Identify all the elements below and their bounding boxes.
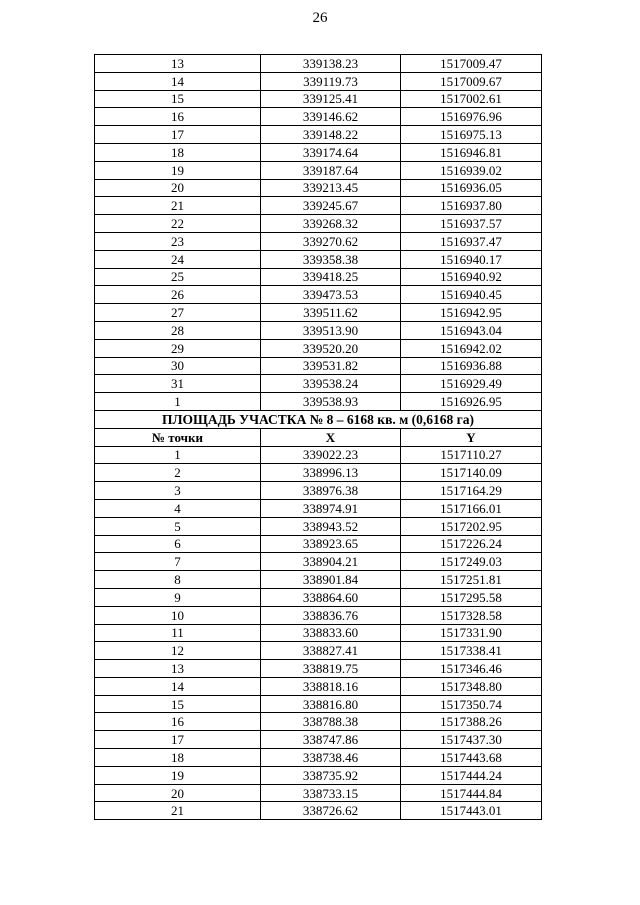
x-coordinate-cell: 338738.46 [261,749,401,767]
table-row [95,677,542,695]
y-coordinate-cell: 1517338.41 [401,642,542,660]
table-row [95,784,542,802]
x-coordinate-cell: 339148.22 [261,126,401,144]
x-coordinate-cell: 338819.75 [261,660,401,678]
y-coordinate-cell: 1516946.81 [401,143,542,161]
y-coordinate-cell: 1516937.80 [401,197,542,215]
point-number-cell: 14 [95,677,261,695]
y-coordinate-cell: 1516976.96 [401,108,542,126]
table-row [95,268,542,286]
y-coordinate-cell: 1517002.61 [401,90,542,108]
point-number-cell: 11 [95,624,261,642]
table-row [95,695,542,713]
x-coordinate-cell: 339187.64 [261,161,401,179]
x-coordinate-cell: 338923.65 [261,535,401,553]
table-row [95,286,542,304]
x-coordinate-cell: 339358.38 [261,250,401,268]
table-row [95,250,542,268]
table-row [95,232,542,250]
y-coordinate-cell: 1516943.04 [401,321,542,339]
point-number-cell: 2 [95,464,261,482]
y-coordinate-cell: 1516942.02 [401,339,542,357]
point-number-cell: 22 [95,215,261,233]
point-number-cell: 15 [95,90,261,108]
x-coordinate-cell: 338901.84 [261,571,401,589]
x-coordinate-cell: 338996.13 [261,464,401,482]
point-number-cell: 7 [95,553,261,571]
y-coordinate-cell: 1517437.30 [401,731,542,749]
y-coordinate-cell: 1516940.92 [401,268,542,286]
table-row [95,179,542,197]
table-row [95,357,542,375]
point-number-cell: 10 [95,606,261,624]
table-row [95,55,542,73]
point-number-cell: 13 [95,55,261,73]
x-coordinate-cell: 339146.62 [261,108,401,126]
y-coordinate-cell: 1517348.80 [401,677,542,695]
y-coordinate-cell: 1517249.03 [401,553,542,571]
point-number-cell: 14 [95,72,261,90]
y-coordinate-cell: 1517331.90 [401,624,542,642]
table-row [95,375,542,393]
table-row [95,321,542,339]
y-coordinate-cell: 1516937.47 [401,232,542,250]
column-header-y: Y [401,428,542,446]
table-row [95,393,542,411]
point-number-cell: 26 [95,286,261,304]
table-row [95,143,542,161]
table-row [95,553,542,571]
x-coordinate-cell: 338726.62 [261,802,401,820]
point-number-cell: 8 [95,571,261,589]
x-coordinate-cell: 339213.45 [261,179,401,197]
y-coordinate-cell: 1517202.95 [401,517,542,535]
table-row [95,72,542,90]
x-coordinate-cell: 339538.24 [261,375,401,393]
point-number-cell: 19 [95,161,261,179]
point-number-cell: 19 [95,766,261,784]
point-number-cell: 16 [95,108,261,126]
x-coordinate-cell: 339270.62 [261,232,401,250]
y-coordinate-cell: 1517140.09 [401,464,542,482]
point-number-cell: 30 [95,357,261,375]
x-coordinate-cell: 339531.82 [261,357,401,375]
x-coordinate-cell: 339473.53 [261,286,401,304]
y-coordinate-cell: 1516975.13 [401,126,542,144]
point-number-cell: 6 [95,535,261,553]
table-row [95,660,542,678]
x-coordinate-cell: 339125.41 [261,90,401,108]
table-row [95,749,542,767]
column-header-row [95,428,542,446]
x-coordinate-cell: 339022.23 [261,446,401,464]
y-coordinate-cell: 1516942.95 [401,304,542,322]
y-coordinate-cell: 1517346.46 [401,660,542,678]
table-row [95,606,542,624]
table-row [95,642,542,660]
y-coordinate-cell: 1516939.02 [401,161,542,179]
y-coordinate-cell: 1517443.01 [401,802,542,820]
point-number-cell: 1 [95,446,261,464]
y-coordinate-cell: 1516937.57 [401,215,542,233]
section-title-row [95,410,542,428]
y-coordinate-cell: 1516940.45 [401,286,542,304]
point-number-cell: 15 [95,695,261,713]
point-number-cell: 23 [95,232,261,250]
point-number-cell: 3 [95,482,261,500]
point-number-cell: 9 [95,588,261,606]
x-coordinate-cell: 339119.73 [261,72,401,90]
x-coordinate-cell: 338904.21 [261,553,401,571]
table-row [95,588,542,606]
page-number: 26 [312,10,328,26]
table-row [95,161,542,179]
column-header-x: X [261,428,401,446]
table-row [95,766,542,784]
point-number-cell: 24 [95,250,261,268]
x-coordinate-cell: 338833.60 [261,624,401,642]
y-coordinate-cell: 1517443.68 [401,749,542,767]
table-row [95,535,542,553]
x-coordinate-cell: 338735.92 [261,766,401,784]
table-row [95,339,542,357]
y-coordinate-cell: 1517328.58 [401,606,542,624]
y-coordinate-cell: 1517295.58 [401,588,542,606]
x-coordinate-cell: 338818.16 [261,677,401,695]
point-number-cell: 17 [95,126,261,144]
point-number-cell: 12 [95,642,261,660]
y-coordinate-cell: 1516940.17 [401,250,542,268]
table-row [95,464,542,482]
table-row [95,713,542,731]
table-row [95,90,542,108]
table-row [95,126,542,144]
y-coordinate-cell: 1517388.26 [401,713,542,731]
point-number-cell: 20 [95,179,261,197]
y-coordinate-cell: 1517251.81 [401,571,542,589]
point-number-cell: 27 [95,304,261,322]
point-number-cell: 1 [95,393,261,411]
y-coordinate-cell: 1517009.67 [401,72,542,90]
x-coordinate-cell: 339268.32 [261,215,401,233]
point-number-cell: 20 [95,784,261,802]
continuation-rows [95,55,542,411]
point-number-cell: 21 [95,197,261,215]
y-coordinate-cell: 1516929.49 [401,375,542,393]
table-row [95,108,542,126]
x-coordinate-cell: 339520.20 [261,339,401,357]
section-rows [95,446,542,820]
y-coordinate-cell: 1516936.05 [401,179,542,197]
x-coordinate-cell: 338816.80 [261,695,401,713]
x-coordinate-cell: 338836.76 [261,606,401,624]
point-number-cell: 18 [95,749,261,767]
y-coordinate-cell: 1517166.01 [401,499,542,517]
point-number-cell: 29 [95,339,261,357]
x-coordinate-cell: 339245.67 [261,197,401,215]
section-header [95,410,542,446]
y-coordinate-cell: 1516926.95 [401,393,542,411]
table-row [95,197,542,215]
x-coordinate-cell: 338733.15 [261,784,401,802]
y-coordinate-cell: 1517226.24 [401,535,542,553]
point-number-cell: 16 [95,713,261,731]
table-row [95,304,542,322]
point-number-cell: 21 [95,802,261,820]
table-row [95,482,542,500]
y-coordinate-cell: 1516936.88 [401,357,542,375]
x-coordinate-cell: 338974.91 [261,499,401,517]
x-coordinate-cell: 338864.60 [261,588,401,606]
column-header-point: № точки [95,428,261,446]
x-coordinate-cell: 339138.23 [261,55,401,73]
y-coordinate-cell: 1517444.84 [401,784,542,802]
x-coordinate-cell: 339538.93 [261,393,401,411]
point-number-cell: 13 [95,660,261,678]
x-coordinate-cell: 339513.90 [261,321,401,339]
point-number-cell: 5 [95,517,261,535]
coordinates-table [94,54,542,820]
table-row [95,624,542,642]
x-coordinate-cell: 338747.86 [261,731,401,749]
y-coordinate-cell: 1517110.27 [401,446,542,464]
x-coordinate-cell: 339418.25 [261,268,401,286]
point-number-cell: 17 [95,731,261,749]
table-row [95,802,542,820]
table-row [95,215,542,233]
x-coordinate-cell: 338943.52 [261,517,401,535]
table-row [95,446,542,464]
x-coordinate-cell: 339174.64 [261,143,401,161]
section-title: ПЛОЩАДЬ УЧАСТКА № 8 – 6168 кв. м (0,6168 га) [95,410,542,428]
table-row [95,731,542,749]
y-coordinate-cell: 1517350.74 [401,695,542,713]
point-number-cell: 28 [95,321,261,339]
point-number-cell: 18 [95,143,261,161]
x-coordinate-cell: 339511.62 [261,304,401,322]
table-row [95,571,542,589]
x-coordinate-cell: 338976.38 [261,482,401,500]
table-row [95,499,542,517]
y-coordinate-cell: 1517444.24 [401,766,542,784]
x-coordinate-cell: 338827.41 [261,642,401,660]
y-coordinate-cell: 1517009.47 [401,55,542,73]
x-coordinate-cell: 338788.38 [261,713,401,731]
y-coordinate-cell: 1517164.29 [401,482,542,500]
point-number-cell: 25 [95,268,261,286]
point-number-cell: 31 [95,375,261,393]
table-row [95,517,542,535]
point-number-cell: 4 [95,499,261,517]
